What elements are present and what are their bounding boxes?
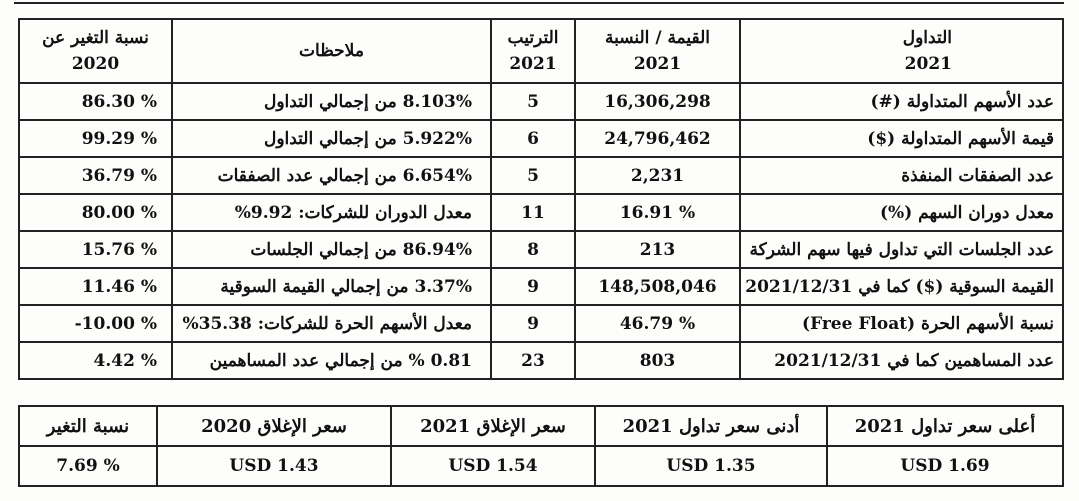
rank-cell: 11 — [491, 194, 575, 231]
note-cell: 8.103% من إجمالي التداول — [172, 83, 491, 120]
note-cell: معدل الدوران للشركات: 9.92% — [172, 194, 491, 231]
change-cell: 80.00 % — [19, 194, 172, 231]
table-row — [19, 305, 1063, 342]
note-cell: 5.922% من إجمالي التداول — [172, 120, 491, 157]
change-cell: 4.42 % — [19, 342, 172, 379]
metric-cell: قيمة الأسهم المتداولة ($) — [740, 120, 1063, 157]
table-row — [19, 83, 1063, 120]
low-price-value: USD 1.35 — [595, 446, 827, 486]
price-change-value: 7.69 % — [19, 446, 157, 486]
value-cell: 213 — [575, 231, 740, 268]
table-header-row — [19, 19, 1063, 83]
change-cell: 36.79 % — [19, 157, 172, 194]
value-cell: 16,306,298 — [575, 83, 740, 120]
header-notes: ملاحظات — [172, 19, 491, 83]
table-row — [19, 157, 1063, 194]
note-cell: 3.37% من إجمالي القيمة السوقية — [172, 268, 491, 305]
header-close-2021: سعر الإغلاق 2021 — [391, 406, 595, 446]
rank-cell: 9 — [491, 268, 575, 305]
header-metric: التداول 2021 — [740, 19, 1063, 83]
table-row — [19, 268, 1063, 305]
change-cell: 99.29 % — [19, 120, 172, 157]
price-summary-table — [18, 405, 1064, 487]
metric-cell: عدد الصفقات المنفذة — [740, 157, 1063, 194]
high-price-value: USD 1.69 — [827, 446, 1063, 486]
note-cell: 6.654% من إجمالي عدد الصفقات — [172, 157, 491, 194]
table-row — [19, 194, 1063, 231]
metric-cell: القيمة السوقية ($) كما في 2021/12/31 — [740, 268, 1063, 305]
header-change: نسبة التغير عن 2020 — [19, 19, 172, 83]
header-low-price: أدنى سعر تداول 2021 — [595, 406, 827, 446]
metric-cell: عدد الجلسات التي تداول فيها سهم الشركة — [740, 231, 1063, 268]
change-cell: -10.00 % — [19, 305, 172, 342]
trading-stats-table — [18, 18, 1064, 380]
table-row — [19, 120, 1063, 157]
value-cell: 24,796,462 — [575, 120, 740, 157]
value-cell: 803 — [575, 342, 740, 379]
note-cell: 86.94% من إجمالي الجلسات — [172, 231, 491, 268]
rank-cell: 6 — [491, 120, 575, 157]
rank-cell: 8 — [491, 231, 575, 268]
table-row — [19, 342, 1063, 379]
top-rule — [14, 2, 1064, 4]
rank-cell: 5 — [491, 83, 575, 120]
price-value-row — [19, 446, 1063, 486]
header-value: القيمة / النسبة 2021 — [575, 19, 740, 83]
metric-cell: عدد الأسهم المتداولة (#) — [740, 83, 1063, 120]
metric-cell: نسبة الأسهم الحرة (Free Float) — [740, 305, 1063, 342]
rank-cell: 5 — [491, 157, 575, 194]
rank-cell: 23 — [491, 342, 575, 379]
header-close-2020: سعر الإغلاق 2020 — [157, 406, 391, 446]
note-cell: 0.81 % من إجمالي عدد المساهمين — [172, 342, 491, 379]
header-high-price: أعلى سعر تداول 2021 — [827, 406, 1063, 446]
change-cell: 15.76 % — [19, 231, 172, 268]
change-cell: 86.30 % — [19, 83, 172, 120]
header-rank: الترتيب 2021 — [491, 19, 575, 83]
price-header-row — [19, 406, 1063, 446]
metric-cell: عدد المساهمين كما في 2021/12/31 — [740, 342, 1063, 379]
header-price-change: نسبة التغير — [19, 406, 157, 446]
value-cell: 16.91 % — [575, 194, 740, 231]
rank-cell: 9 — [491, 305, 575, 342]
metric-cell: معدل دوران السهم (%) — [740, 194, 1063, 231]
close-2020-value: USD 1.43 — [157, 446, 391, 486]
close-2021-value: USD 1.54 — [391, 446, 595, 486]
change-cell: 11.46 % — [19, 268, 172, 305]
value-cell: 46.79 % — [575, 305, 740, 342]
table-row — [19, 231, 1063, 268]
value-cell: 148,508,046 — [575, 268, 740, 305]
note-cell: معدل الأسهم الحرة للشركات: 35.38% — [172, 305, 491, 342]
value-cell: 2,231 — [575, 157, 740, 194]
